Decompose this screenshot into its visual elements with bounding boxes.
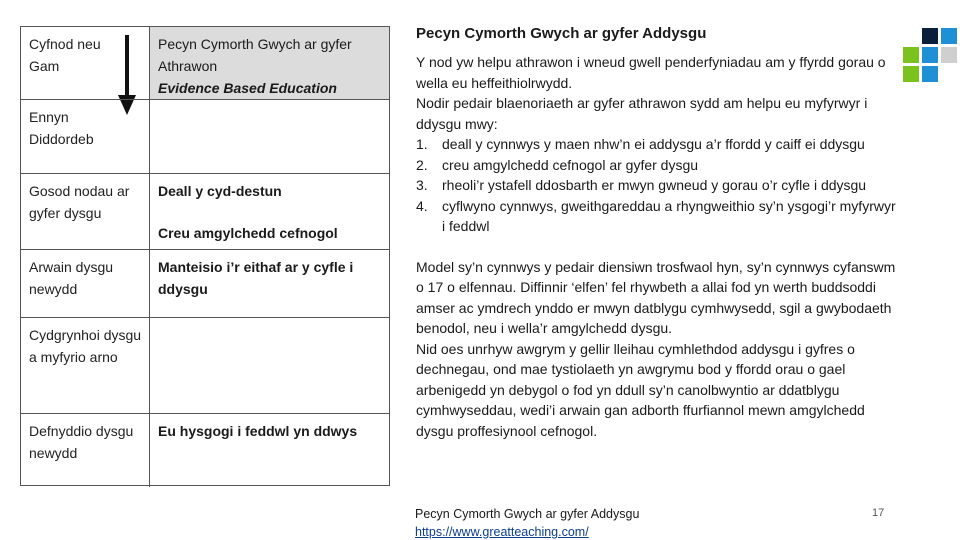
content-column: [416, 24, 896, 441]
content-title: Pecyn Cymorth Gwych ar gyfer Addysgu: [416, 25, 707, 42]
stage-label: Arwain dysgu newydd: [29, 259, 114, 297]
intro-text: Y nod yw helpu athrawon i wneud gwell penderfyniadau am y ffyrdd gorau o wella eu heffeithiolrwydd.: [416, 54, 886, 91]
deco-square-blue-2: [922, 47, 938, 63]
evidence-text: Nid oes unrhyw awgrym y gellir lleihau cymhlethdod addysgu i gyfres o dechnegau, ond mae tystiolaeth yn awgrymu bod y ffordd orau o gael arbenigedd yn debygol o fod yn ddull sy’n canolbwyntio ar ddatblygu cymhwyseddau, wedi’i arwain gan adborth ffurfiannol mewn amgylchedd dysgu proffesiynool cefnogol.: [416, 340, 865, 439]
stage-label: Ennyn Diddordeb: [29, 109, 94, 147]
table-row: [21, 249, 389, 317]
intro-text-2: Nodir pedair blaenoriaeth ar gyfer athrawon sydd am helpu eu myfyrwyr i ddysgu mwy:: [416, 95, 868, 132]
toolkit-cell: [150, 318, 389, 413]
deco-square-green-2: [903, 66, 919, 82]
stage-cell: [21, 100, 150, 173]
stage-cell: [21, 414, 150, 487]
stage-label: Gosod nodau ar gyfer dysgu: [29, 183, 130, 221]
toolkit-item-opportunity: Manteisio i’r eithaf ar y cyfle i ddysgu: [158, 259, 354, 297]
list-number: 2.: [416, 156, 428, 173]
toolkit-cell: [150, 100, 389, 173]
list-item: [416, 155, 896, 176]
model-paragraph: [416, 257, 898, 442]
list-text: deall y cynnwys y maen nhw’n ei addysgu a’r ffordd y caiff ei ddysgu: [442, 136, 865, 152]
source-citation: Pecyn Cymorth Gwych ar gyfer Addysgu: [415, 507, 640, 521]
table-row: [21, 99, 389, 173]
stage-label: Cydgrynhoi dysgu a myfyrio arno: [29, 327, 142, 365]
list-text: cyflwyno cynnwys, gweithgareddau a rhyngweithio sy’n ysgogi’r myfyrwyr i feddwl: [442, 197, 896, 234]
deco-square-navy: [922, 28, 938, 44]
stage-cell: [21, 250, 150, 317]
table-row: [21, 317, 389, 413]
table-row: [21, 413, 389, 487]
toolkit-item-context: Deall y cyd-destun: [158, 183, 282, 199]
page-number: 17: [872, 507, 885, 519]
priorities-list: [416, 134, 896, 237]
list-number: 4.: [416, 197, 428, 214]
toolkit-cell: [150, 414, 389, 487]
table-row: [21, 173, 389, 249]
toolkit-cell: [150, 174, 389, 249]
source-link[interactable]: https://www.greatteaching.com/: [415, 525, 589, 539]
toolkit-item-thinking: Eu hysgogi i feddwl yn ddwys: [158, 423, 358, 439]
model-text: Model sy’n cynnwys y pedair diensiwn trosfwaol hyn, sy’n cynnwys cyfanswm o 17 o elfennau. Diffinnir ‘elfen’ fel rhywbeth a allai fod yn werth buddsoddi amser ac ymdrech ynddo er mwyn datblygu cymhwysedd, sgil a gwybodaeth benodol, neu i wella’r amgylchedd dysgu.: [416, 258, 896, 336]
list-number: 1.: [416, 136, 428, 152]
header-stage-label: Cyfnod neu Gam: [29, 36, 101, 74]
list-item: [416, 134, 896, 155]
stage-cell: [21, 174, 150, 249]
header-toolkit-title: Pecyn Cymorth Gwych ar gyfer Athrawon: [158, 36, 352, 74]
header-toolkit-cell: [150, 27, 389, 99]
toolkit-item-environment: Creu amgylchedd cefnogol: [158, 225, 338, 241]
list-item: [416, 196, 896, 237]
table-header-row: [21, 27, 389, 99]
header-evidence-label: Evidence Based Education: [158, 80, 337, 96]
deco-square-blue-3: [922, 66, 938, 82]
stage-cell: [21, 318, 150, 413]
list-text: creu amgylchedd cefnogol ar gyfer dysgu: [442, 156, 699, 173]
stages-table: [20, 26, 390, 486]
deco-square-grey: [941, 47, 957, 63]
deco-square-blue: [941, 28, 957, 44]
list-text: rheoli’r ystafell ddosbarth er mwyn gwneud y gorau o’r cyfle i ddysgu: [442, 177, 867, 193]
stage-label: Defnyddio dysgu newydd: [29, 423, 134, 461]
list-item: [416, 175, 896, 196]
header-stage-cell: [21, 27, 150, 99]
deco-square-green: [903, 47, 919, 63]
list-number: 3.: [416, 177, 428, 193]
toolkit-cell: [150, 250, 389, 317]
